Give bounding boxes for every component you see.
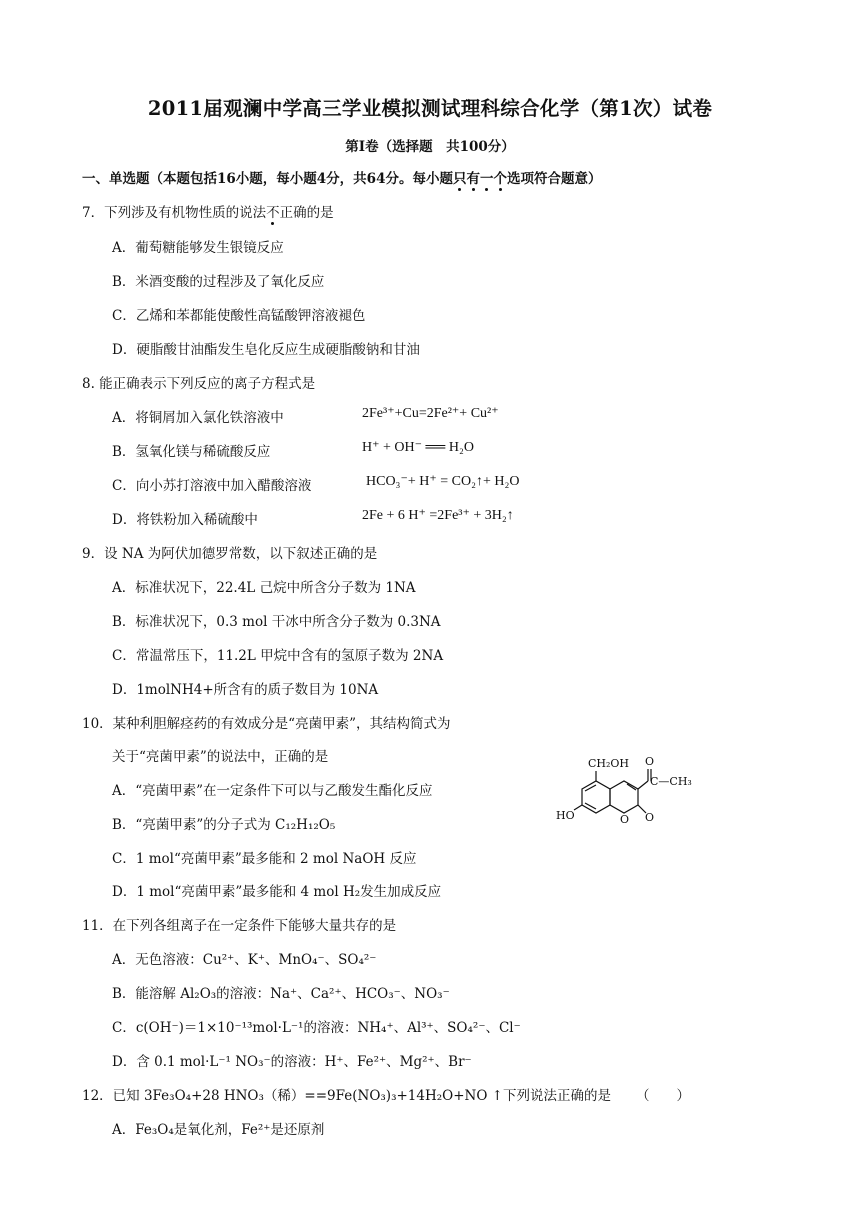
structure-label: O bbox=[620, 813, 630, 826]
section-prefix: 一、单选题（本题包括16小题，每小题4分，共64分。每小题 bbox=[82, 171, 453, 187]
question-7-stem-text: 正确的是 bbox=[279, 205, 334, 221]
structure-label: CH₂OH bbox=[588, 757, 630, 770]
q8-equation-a: 2Fe³⁺+Cu=2Fe²⁺+ Cu²⁺ bbox=[362, 406, 499, 421]
emphasis-char: 只 bbox=[452, 171, 467, 187]
structure-label: C—CH₃ bbox=[650, 775, 692, 788]
q9-option-d: D．1molNH4+所含有的质子数目为 10NA bbox=[112, 682, 379, 698]
structure-label: O bbox=[645, 811, 655, 824]
question-10-stem: 10．某种利胆解痉药的有效成分是“亮菌甲素”，其结构简式为 bbox=[82, 716, 451, 732]
q8-equation-c: HCO₃⁻+ H⁺ = CO₂↑+ H₂O bbox=[366, 474, 520, 489]
question-10-stem-2: 关于“亮菌甲素”的说法中，正确的是 bbox=[112, 749, 329, 765]
structure-label: O bbox=[645, 755, 655, 768]
q10-option-d: D．1 mol“亮菌甲素”最多能和 4 mol H₂发生加成反应 bbox=[112, 884, 442, 900]
emphasis-char: 个 bbox=[493, 171, 507, 187]
question-7-stem-text: 7．下列涉及有机物性质的说法 bbox=[82, 205, 267, 221]
question-7-stem bbox=[82, 201, 334, 221]
q11-option-b: B．能溶解 Al₂O₃的溶液：Na⁺、Ca²⁺、HCO₃⁻、NO₃⁻ bbox=[112, 986, 450, 1002]
q7-option-d: D．硬脂酸甘油酯发生皂化反应生成硬脂酸钠和甘油 bbox=[112, 342, 420, 358]
q10-option-b: B．“亮菌甲素”的分子式为 C₁₂H₁₂O₅ bbox=[112, 817, 336, 833]
section-suffix: 选项符合题意） bbox=[506, 171, 602, 187]
q8-equation-b: H⁺ + OH⁻ ══ H₂O bbox=[362, 440, 474, 455]
q10-option-c: C．1 mol“亮菌甲素”最多能和 2 mol NaOH 反应 bbox=[112, 851, 417, 867]
emphasis-char: 不 bbox=[266, 205, 280, 221]
q12-option-a: A．Fe₃O₄是氧化剂，Fe²⁺是还原剂 bbox=[112, 1122, 325, 1138]
q9-option-a: A．标准状况下，22.4L 己烷中所含分子数为 1NA bbox=[112, 580, 416, 596]
q7-option-a: A．葡萄糖能够发生银镜反应 bbox=[112, 240, 284, 256]
question-11-stem: 11．在下列各组离子在一定条件下能够大量共存的是 bbox=[82, 918, 397, 934]
answer-blank: （ ） bbox=[636, 1088, 690, 1104]
question-9-stem: 9．设 NA 为阿伏加德罗常数，以下叙述正确的是 bbox=[82, 546, 378, 562]
q8-equation-d: 2Fe + 6 H⁺ =2Fe³⁺ + 3H₂↑ bbox=[362, 508, 514, 523]
q7-option-c: C．乙烯和苯都能使酸性高锰酸钾溶液褪色 bbox=[112, 308, 366, 324]
question-12-stem: 12．已知 3Fe₃O₄+28 HNO₃（稀）==9Fe(NO₃)₃+14H₂O+NO ↑下列说法正确的是 bbox=[82, 1088, 612, 1104]
emphasis-char: 一 bbox=[479, 171, 494, 187]
q11-option-c: C．c(OH⁻)＝1×10⁻¹³mol·L⁻¹的溶液：NH₄⁺、Al³⁺、SO₄²⁻、Cl⁻ bbox=[112, 1020, 521, 1036]
structure-formula-image bbox=[552, 755, 692, 830]
q11-option-d: D．含 0.1 mol·L⁻¹ NO₃⁻的溶液：H⁺、Fe²⁺、Mg²⁺、Br⁻ bbox=[112, 1054, 472, 1070]
q9-option-b: B．标准状况下，0.3 mol 干冰中所含分子数为 0.3NA bbox=[112, 614, 441, 630]
q10-option-a: A．“亮菌甲素”在一定条件下可以与乙酸发生酯化反应 bbox=[112, 783, 433, 799]
part-subtitle: 第Ⅰ卷（选择题 共100分） bbox=[345, 139, 515, 155]
q8-option-c: C．向小苏打溶液中加入醋酸溶液 bbox=[112, 478, 312, 494]
structure-label: HO bbox=[556, 809, 575, 822]
section-heading bbox=[82, 167, 782, 187]
q9-option-c: C．常温常压下，11.2L 甲烷中含有的氢原子数为 2NA bbox=[112, 648, 444, 664]
emphasis-char: 有 bbox=[466, 171, 480, 187]
exam-title: 2011届观澜中学高三学业模拟测试理科综合化学（第1次）试卷 bbox=[147, 97, 713, 120]
coumarin-structure-diagram bbox=[552, 755, 692, 830]
q11-option-a: A．无色溶液：Cu²⁺、K⁺、MnO₄⁻、SO₄²⁻ bbox=[112, 952, 377, 968]
q7-option-b: B．米酒变酸的过程涉及了氧化反应 bbox=[112, 274, 325, 290]
q8-option-a: A．将铜屑加入氯化铁溶液中 bbox=[112, 410, 284, 426]
q8-option-d: D．将铁粉加入稀硫酸中 bbox=[112, 512, 258, 528]
question-8-stem: 8. 能正确表示下列反应的离子方程式是 bbox=[82, 376, 316, 392]
q8-option-b: B．氢氧化镁与稀硫酸反应 bbox=[112, 444, 271, 460]
